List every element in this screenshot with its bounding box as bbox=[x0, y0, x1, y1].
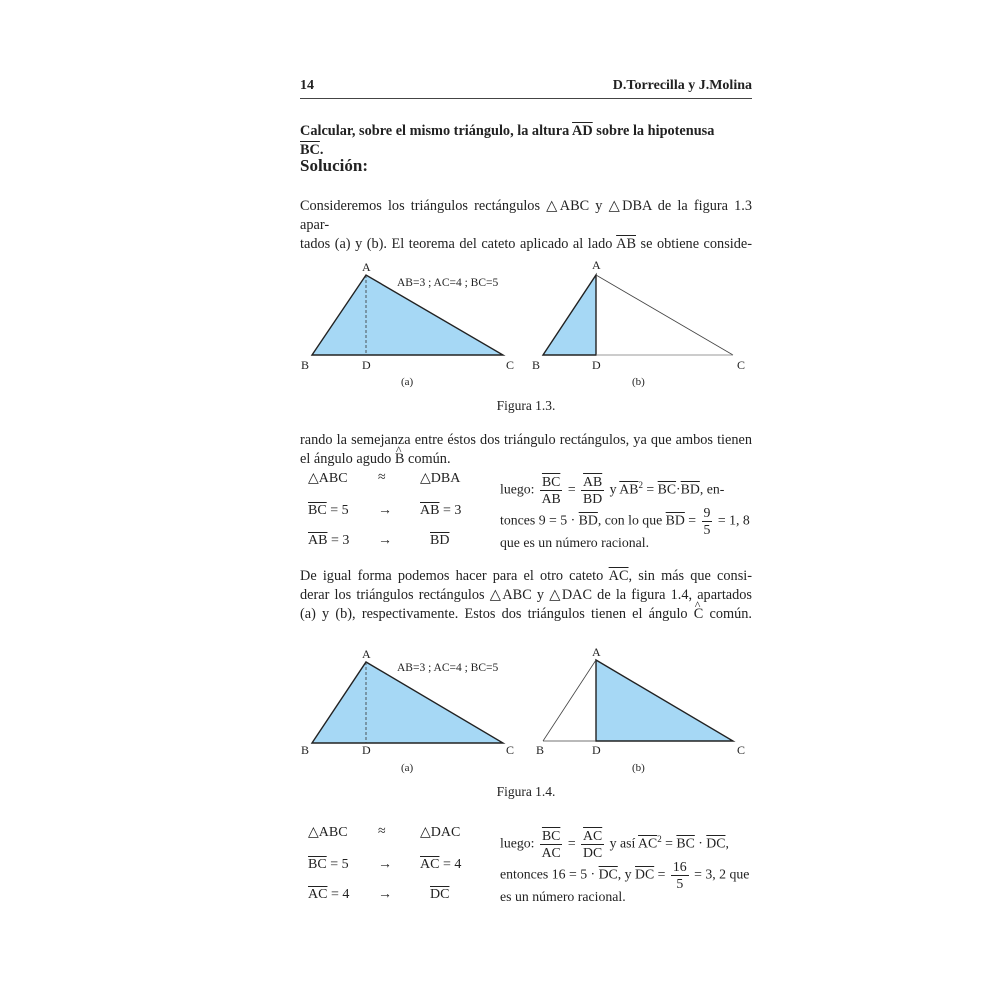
text: , con lo que bbox=[597, 512, 666, 528]
segment: $\overline{DC}$ bbox=[430, 887, 450, 902]
vertex-label: C bbox=[737, 743, 746, 757]
text: = bbox=[567, 835, 576, 851]
text: común. bbox=[404, 451, 451, 467]
segment: $\overline{AB}$ bbox=[420, 503, 440, 518]
value: = 4 bbox=[439, 857, 462, 872]
cell: △ABC bbox=[308, 471, 348, 486]
vertex-label: B bbox=[301, 743, 310, 757]
cell: → bbox=[378, 887, 392, 902]
text-line bbox=[300, 450, 752, 469]
exponent: 2 bbox=[638, 480, 643, 491]
subfigure-label: (a) bbox=[401, 762, 414, 774]
figure-1-4-b bbox=[536, 645, 745, 774]
segment: $\overline{DC}$ bbox=[598, 866, 618, 882]
text-line bbox=[500, 828, 755, 861]
angle-c: ^ C bbox=[694, 605, 704, 624]
paragraph-1 bbox=[300, 197, 752, 254]
side-lengths-note: AB=3 ; AC=4 ; BC=5 bbox=[397, 662, 499, 674]
vertex-label: D bbox=[592, 743, 601, 757]
value: = 3 bbox=[439, 503, 462, 518]
text: se obtiene conside- bbox=[636, 236, 752, 252]
cell bbox=[308, 533, 349, 549]
segment-bc: $\overline{BC}$ bbox=[300, 142, 320, 158]
text-line bbox=[300, 567, 752, 586]
vertex-label: B bbox=[532, 358, 541, 372]
numerator: 16 bbox=[672, 859, 687, 874]
text: luego: bbox=[500, 835, 535, 851]
denominator: 5 bbox=[703, 522, 711, 537]
fraction bbox=[581, 474, 604, 507]
text: = 3, 2 que bbox=[690, 866, 750, 882]
figure-1-3-a bbox=[301, 260, 514, 388]
text: tados (a) y (b). El teorema del cateto aplicado al lado bbox=[300, 236, 617, 252]
segment-ab: $\overline{AB}$ bbox=[616, 236, 636, 252]
vertex-label: B bbox=[301, 358, 310, 372]
numerator: $\overline{AB}$ bbox=[583, 474, 603, 489]
segment: $\overline{DC}$ bbox=[706, 835, 726, 851]
text: , y bbox=[617, 866, 636, 882]
numerator: $\overline{AC}$ bbox=[583, 828, 603, 843]
text: = bbox=[661, 835, 677, 851]
value: = 5 bbox=[326, 857, 349, 872]
similarity-table-2 bbox=[308, 824, 488, 909]
problem-statement bbox=[300, 122, 752, 160]
numerator: $\overline{BC}$ bbox=[541, 828, 561, 843]
subfigure-label: (a) bbox=[401, 376, 414, 388]
cell bbox=[420, 857, 461, 873]
cell: → bbox=[378, 857, 392, 872]
value: = 3 bbox=[327, 533, 350, 548]
figure-1-3-b bbox=[532, 258, 745, 388]
text: el ángulo agudo bbox=[300, 451, 395, 467]
denominator: AC bbox=[541, 845, 561, 860]
segment: $\overline{DC}$ bbox=[635, 866, 655, 882]
cell: △DBA bbox=[420, 471, 461, 486]
page-number: 14 bbox=[300, 78, 314, 93]
figure-1-3-caption: Figura 1.3. bbox=[496, 398, 556, 413]
figure-1-4-caption: Figura 1.4. bbox=[496, 784, 556, 799]
text: · bbox=[676, 481, 681, 497]
text: y bbox=[609, 481, 617, 497]
text-line: es un número racional. bbox=[500, 889, 626, 904]
text: luego: bbox=[500, 481, 535, 497]
text: tonces 9 = 5 · bbox=[500, 512, 579, 528]
text: común. bbox=[703, 606, 752, 622]
fraction bbox=[540, 474, 562, 507]
vertex-label: D bbox=[362, 358, 371, 372]
cell bbox=[430, 887, 449, 903]
vertex-label: C bbox=[506, 743, 515, 757]
text: = bbox=[567, 481, 576, 497]
text: , en- bbox=[699, 481, 725, 497]
figure-1-3 bbox=[295, 255, 755, 390]
problem-text: sobre la hipotenusa bbox=[592, 123, 715, 139]
text-line: derar los triángulos rectángulos △ABC y △DAC de la figura 1.4, apartados bbox=[300, 587, 752, 603]
paragraph-3 bbox=[300, 567, 752, 624]
segment: $\overline{BD}$ bbox=[430, 533, 450, 548]
text-line bbox=[500, 474, 755, 507]
text: , bbox=[725, 835, 729, 851]
cell bbox=[308, 503, 349, 519]
subfigure-label: (b) bbox=[632, 762, 645, 774]
denominator: AB bbox=[541, 491, 561, 506]
value: = 5 bbox=[326, 503, 349, 518]
cell bbox=[308, 857, 349, 873]
solution-heading: Solución: bbox=[300, 156, 369, 175]
value: = 4 bbox=[327, 887, 350, 902]
side-lengths-note: AB=3 ; AC=4 ; BC=5 bbox=[397, 277, 499, 289]
numerator: 9 bbox=[703, 505, 711, 520]
fraction bbox=[540, 828, 562, 861]
segment: $\overline{BC}$ bbox=[657, 481, 677, 497]
segment-ad: $\overline{AD}$ bbox=[572, 123, 593, 139]
explanation-2 bbox=[500, 828, 755, 908]
text: = bbox=[684, 512, 700, 528]
vertex-label: A bbox=[592, 645, 601, 659]
text: · bbox=[694, 835, 707, 851]
vertex-label: D bbox=[362, 743, 371, 757]
cell bbox=[430, 533, 449, 549]
text: , sin más que consi- bbox=[628, 568, 753, 584]
problem-text: . bbox=[319, 142, 324, 158]
vertex-label: C bbox=[737, 358, 746, 372]
text: (a) y (b), respectivamente. Estos dos triángulos tienen el ángulo bbox=[300, 606, 694, 622]
denominator: BD bbox=[583, 491, 603, 506]
segment-ac: $\overline{AC}$ bbox=[608, 568, 629, 584]
segment: $\overline{BD}$ bbox=[665, 512, 685, 528]
text-line: rando la semejanza entre éstos dos triángulo rectángulos, ya que ambos tienen bbox=[300, 432, 752, 448]
cell: ≈ bbox=[378, 824, 386, 839]
denominator: 5 bbox=[676, 876, 684, 891]
text-line: que es un número racional. bbox=[500, 535, 650, 550]
subfigure-label: (b) bbox=[632, 376, 645, 388]
segment: $\overline{BC}$ bbox=[308, 857, 327, 872]
text: = bbox=[642, 481, 658, 497]
angle-b: ^ B bbox=[395, 450, 405, 469]
segment: $\overline{AC}$ bbox=[638, 835, 658, 851]
cell bbox=[420, 503, 461, 519]
denominator: DC bbox=[583, 845, 603, 860]
numerator: $\overline{BC}$ bbox=[541, 474, 561, 489]
segment: $\overline{BD}$ bbox=[680, 481, 700, 497]
text-line bbox=[300, 605, 752, 624]
fraction bbox=[702, 505, 713, 538]
cell: → bbox=[378, 533, 392, 548]
vertex-label: A bbox=[362, 260, 371, 274]
cell: → bbox=[378, 503, 392, 518]
text-line: Consideremos los triángulos rectángulos △ABC y △DBA de la figura 1.3 apar- bbox=[300, 198, 752, 233]
segment: $\overline{AC}$ bbox=[420, 857, 440, 872]
fraction bbox=[671, 859, 689, 892]
segment: $\overline{BC}$ bbox=[308, 503, 327, 518]
vertex-label: D bbox=[592, 358, 601, 372]
figure-1-4 bbox=[295, 640, 755, 780]
running-header bbox=[300, 78, 752, 99]
vertex-label: B bbox=[536, 743, 545, 757]
segment: $\overline{AC}$ bbox=[308, 887, 328, 902]
cell: △ABC bbox=[308, 825, 348, 840]
explanation-1 bbox=[500, 474, 755, 554]
text-line bbox=[300, 235, 752, 254]
segment: $\overline{AB}$ bbox=[308, 533, 328, 548]
authors: D.Torrecilla y J.Molina bbox=[612, 78, 752, 93]
vertex-label: A bbox=[362, 647, 371, 661]
exponent: 2 bbox=[657, 834, 662, 845]
vertex-label: A bbox=[592, 258, 601, 272]
text: De igual forma podemos hacer para el otro cateto bbox=[300, 568, 609, 584]
similarity-table-1 bbox=[308, 470, 488, 555]
segment: $\overline{BC}$ bbox=[676, 835, 695, 851]
text: = bbox=[654, 866, 669, 882]
text: entonces 16 = 5 · bbox=[500, 866, 599, 882]
problem-text: Calcular, sobre el mismo triángulo, la altura bbox=[300, 123, 573, 139]
segment: $\overline{AB}$ bbox=[619, 481, 639, 497]
text: = 1, 8 bbox=[714, 512, 750, 528]
vertex-label: C bbox=[506, 358, 515, 372]
figure-1-4-a bbox=[301, 647, 514, 774]
fraction bbox=[581, 828, 604, 861]
segment: $\overline{BD}$ bbox=[578, 512, 598, 528]
cell bbox=[308, 887, 349, 903]
cell: △DAC bbox=[420, 825, 461, 840]
paragraph-2 bbox=[300, 431, 752, 469]
cell: ≈ bbox=[378, 470, 386, 485]
text: y así bbox=[606, 835, 639, 851]
